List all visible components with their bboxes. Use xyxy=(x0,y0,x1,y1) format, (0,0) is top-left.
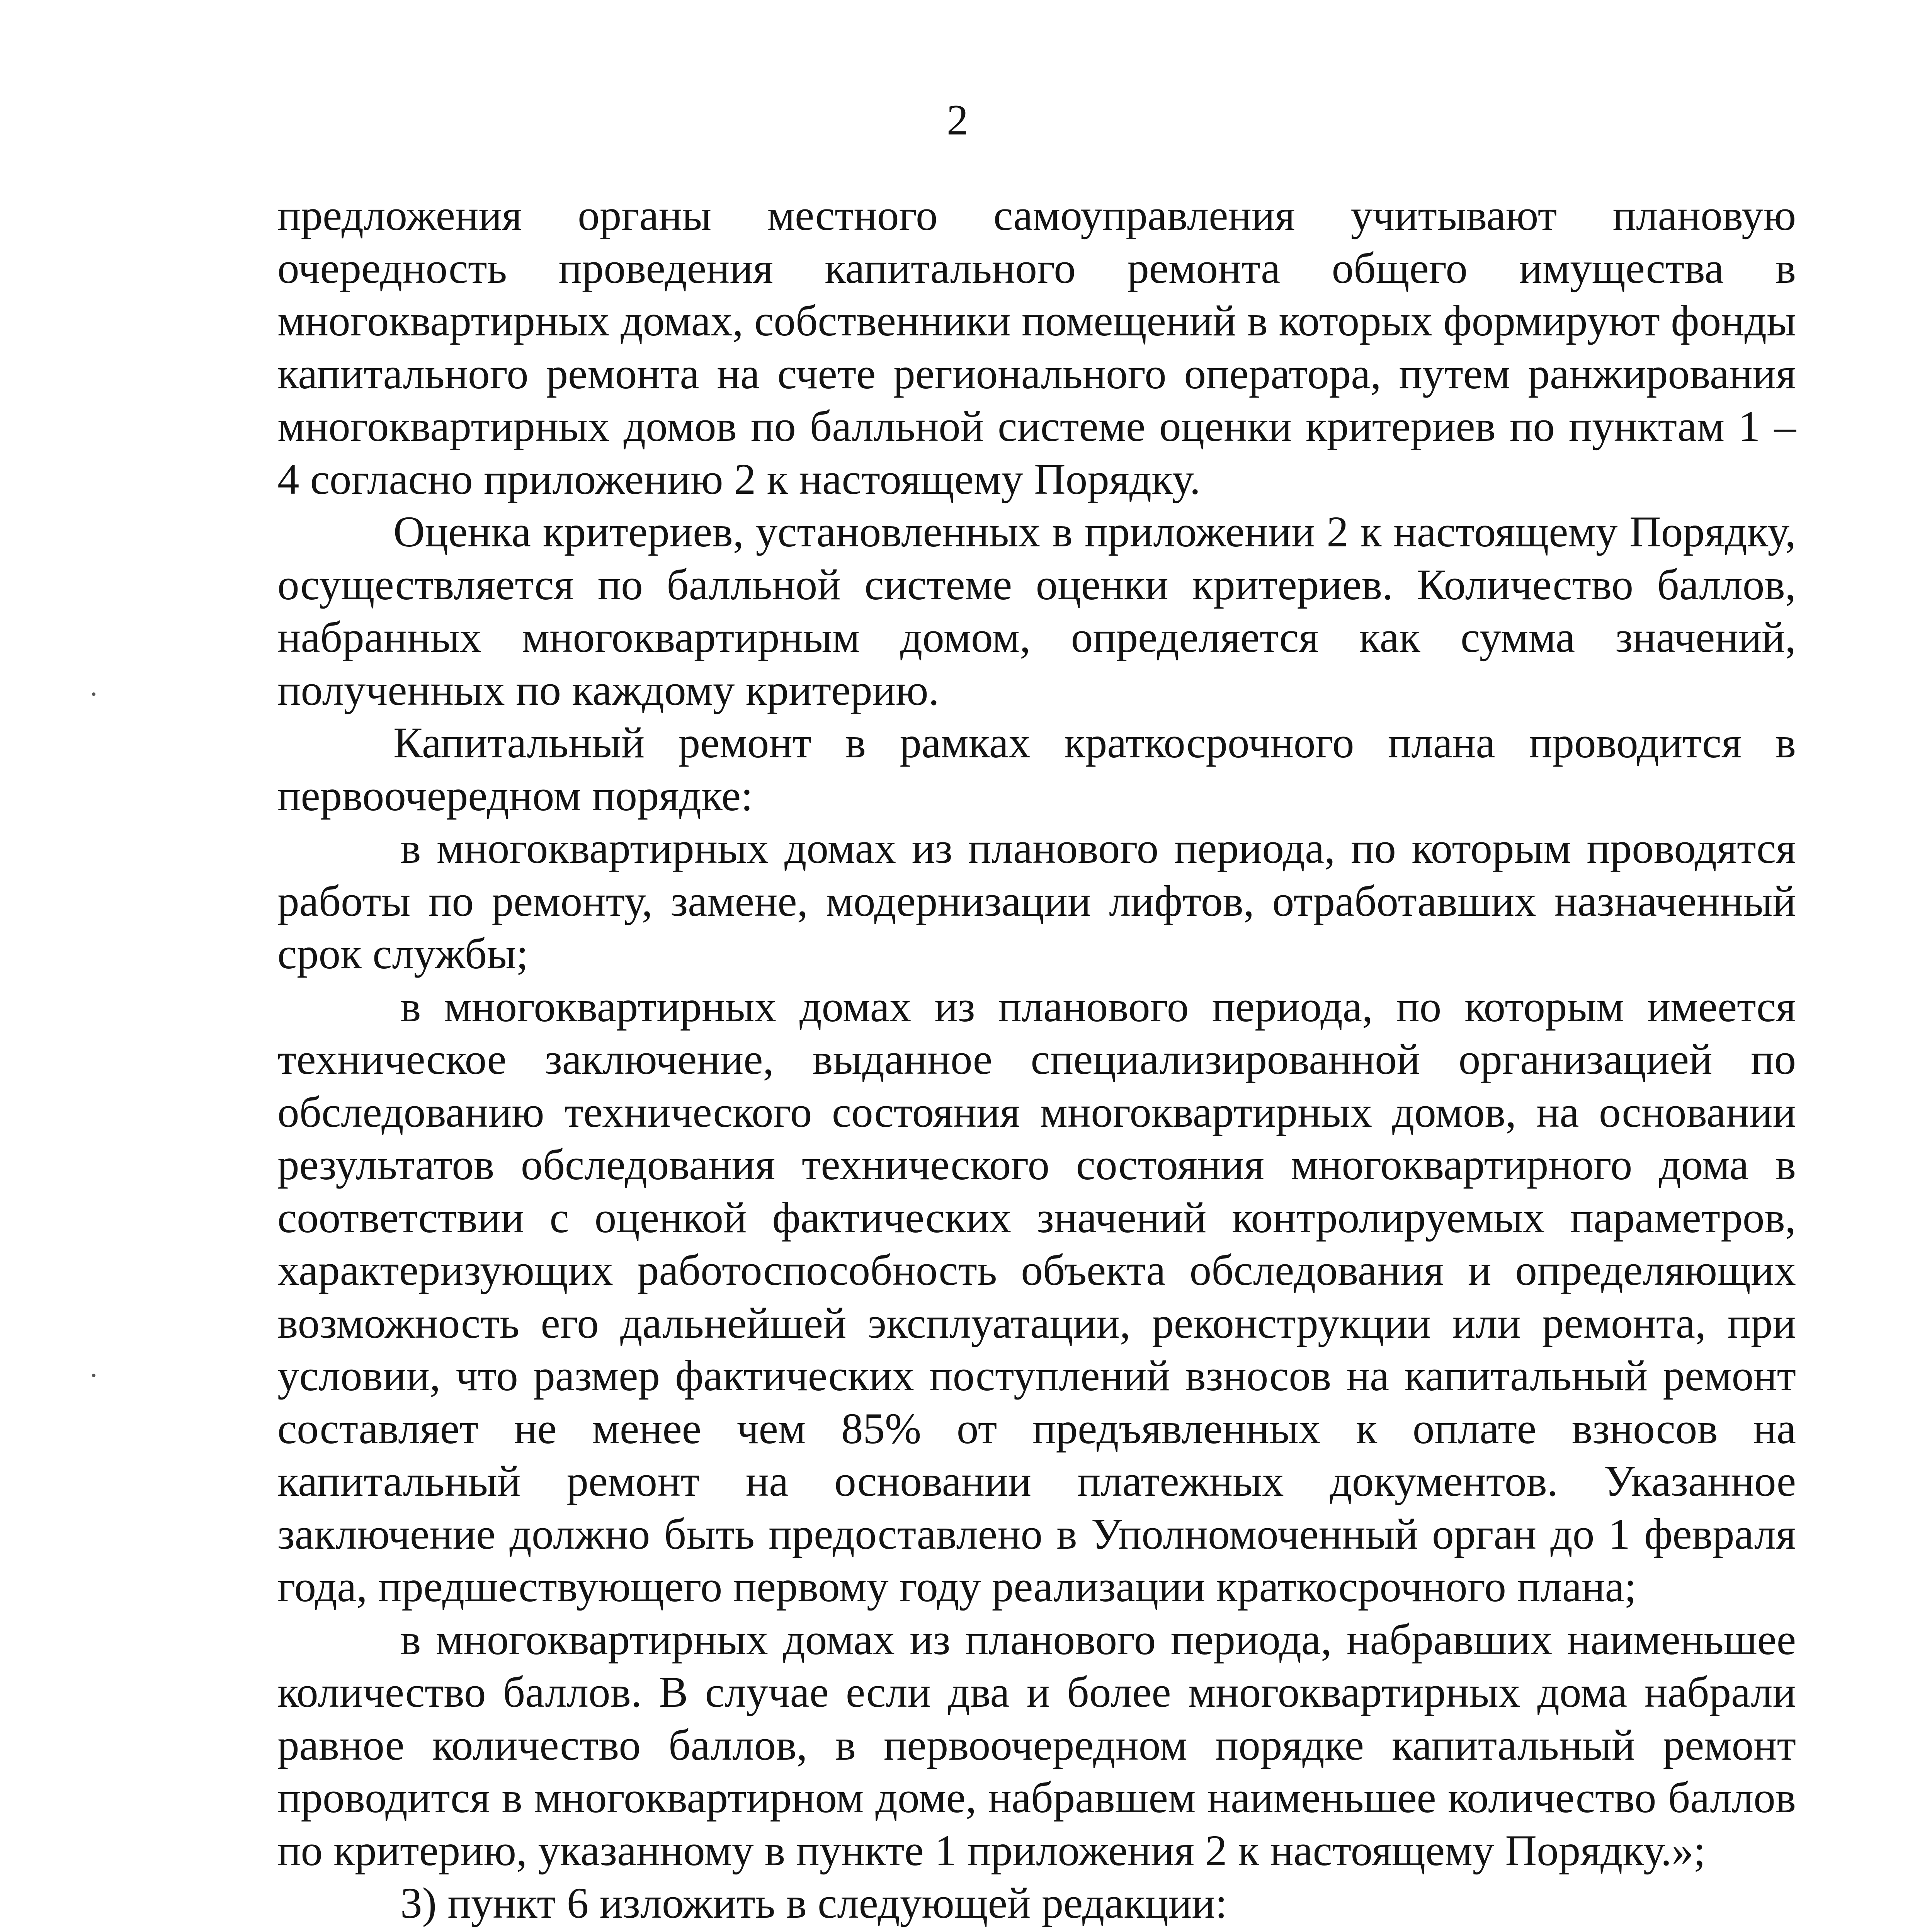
page-number: 2 xyxy=(947,96,968,144)
document-body xyxy=(277,189,1796,1932)
paragraph-item-3: 3) пункт 6 изложить в следующей редакции: xyxy=(400,1879,1228,1927)
paragraph-least-points: в многоквартирных домах из планового периода, набравших наименьшее количество баллов. В случае если два и более многоквартирных дома набрали равное количество баллов, в первоочередном порядке капитальный ремонт проводится в многоквартирном доме, набравшем наименьшее количество баллов по критерию, указанному в пункте 1 приложения 2 к настоящему Порядку.»; xyxy=(277,1615,1796,1875)
paragraph-elevators: в многоквартирных домах из планового периода, по которым проводятся работы по ремонту, замене, модернизации лифтов, отработавших назначенный срок службы; xyxy=(277,824,1796,978)
paragraph-ranking-intro: предложения органы местного самоуправления учитывают плановую очередность проведения капитального ремонта общего имущества в многоквартирных домах, собственники помещений в которых формируют фонды капитального ремонта на счете регионального оператора, путем ранжирования многоквартирных домов по балльной системе оценки критериев по пунктам 1 – 4 согласно приложению 2 к настоящему Порядку. xyxy=(277,191,1796,503)
paragraph-second-stage xyxy=(277,1930,1796,1932)
scan-speck xyxy=(92,1374,95,1377)
paragraph-technical-conclusion: в многоквартирных домах из планового периода, по которым имеется техническое заключение, выданное специализированной организацией по обследованию технического состояния многоквартирных домов, на основании результатов обследования технического состояния многоквартирного дома в соответствии с оценкой фактических значений контролируемых параметров, характеризующих работоспособность объекта обследования и определяющих возможность его дальнейшей эксплуатации, реконструкции или ремонта, при условии, что размер фактических поступлений взносов на капитальный ремонт составляет не менее чем 85% от предъявленных к оплате взносов на капитальный ремонт на основании платежных документов. Указанное заключение должно быть предоставлено в Уполномоченный орган до 1 февраля года, предшествующего первому году реализации краткосрочного плана; xyxy=(277,982,1796,1611)
paragraph-priority-order: Капитальный ремонт в рамках краткосрочного плана проводится в первоочередном порядке: xyxy=(277,719,1796,820)
scan-speck xyxy=(92,692,95,696)
paragraph-criteria-evaluation: Оценка критериев, установленных в приложении 2 к настоящему Порядку, осуществляется по балльной системе оценки критериев. Количество баллов, набранных многоквартирным домом, определяется как сумма значений, полученных по каждому критерию. xyxy=(277,508,1796,714)
